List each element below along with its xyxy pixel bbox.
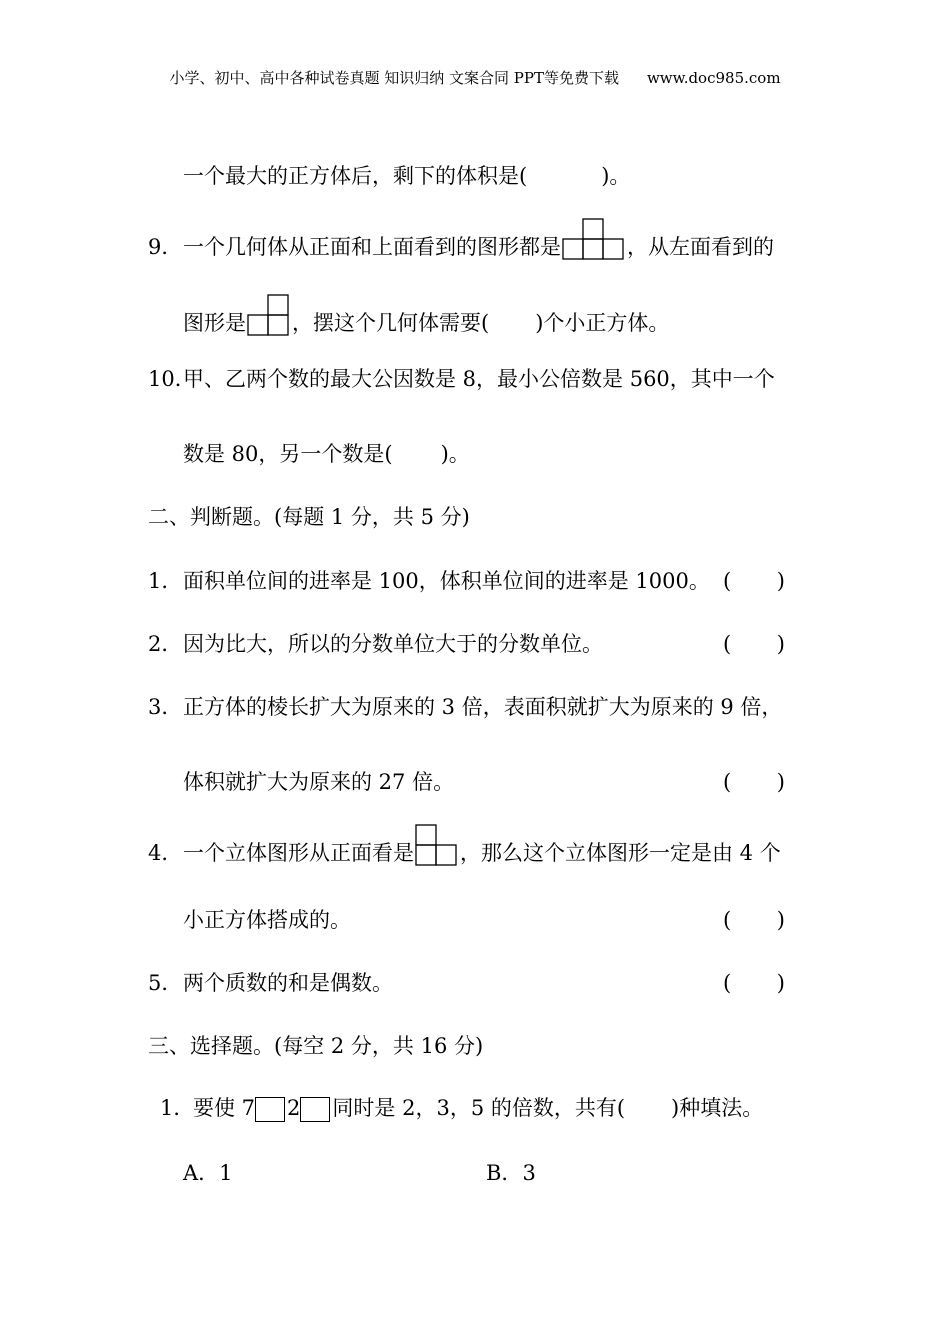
question-number: 10． bbox=[148, 367, 196, 391]
left-view-figure bbox=[247, 293, 291, 337]
q9-line1: 9． 一个几何体从正面和上面看到的图形都是 ，从左面看到的 bbox=[148, 233, 774, 261]
judge-item-5: 5． 两个质数的和是偶数。 bbox=[148, 971, 393, 995]
answer-paren[interactable]: ( ) bbox=[723, 770, 785, 794]
q9-line2: 图形是 ，摆这个几何体需要( )个小正方体。 bbox=[183, 309, 669, 337]
answer-paren[interactable]: ( ) bbox=[723, 632, 785, 656]
answer-paren[interactable]: ( ) bbox=[723, 908, 785, 932]
q10-line1: 10． 甲、乙两个数的最大公因数是 8，最小公倍数是 560，其中一个 bbox=[148, 367, 775, 391]
q8-continuation: 一个最大的正方体后，剩下的体积是( )。 bbox=[183, 164, 631, 188]
choice-q1: 1． 要使 7 2 同时是 2，3，5 的倍数，共有( )种填法。 bbox=[160, 1096, 764, 1120]
page-header bbox=[0, 68, 950, 88]
judge-item-3-cont: 体积就扩大为原来的 27 倍。 bbox=[183, 770, 455, 794]
section3-title: 三、选择题。(每空 2 分，共 16 分) bbox=[148, 1034, 484, 1058]
question-number: 9． bbox=[148, 235, 183, 259]
judge-item-4-cont: 小正方体搭成的。 bbox=[183, 908, 351, 932]
judge-item-2: 2． 因为比大，所以的分数单位大于的分数单位。 bbox=[148, 632, 603, 656]
option-b[interactable]: B． 3 bbox=[486, 1161, 536, 1185]
answer-paren[interactable]: ( ) bbox=[723, 569, 785, 593]
judge-item-4: 4． 一个立体图形从正面看是 ，那么这个立体图形一定是由 4 个 bbox=[148, 839, 781, 867]
judge-item-3: 3． 正方体的棱长扩大为原来的 3 倍，表面积就扩大为原来的 9 倍， bbox=[148, 695, 783, 719]
judge-item-1: 1． 面积单位间的进率是 100，体积单位间的进率是 1000。 bbox=[148, 569, 710, 593]
option-a[interactable]: A． 1 bbox=[183, 1161, 233, 1185]
header-left-text: 小学、初中、高中各种试卷真题 知识归纳 文案合同 PPT等免费下载 bbox=[169, 69, 619, 87]
header-url: www.doc985.com bbox=[646, 69, 781, 87]
section2-title: 二、判断题。(每题 1 分，共 5 分) bbox=[148, 505, 470, 529]
q10-line2: 数是 80，另一个数是( )。 bbox=[183, 442, 470, 466]
front-top-view-figure bbox=[562, 217, 626, 261]
answer-paren[interactable]: ( ) bbox=[723, 971, 785, 995]
front-view-figure bbox=[415, 823, 459, 867]
digit-box[interactable] bbox=[300, 1097, 330, 1122]
digit-box[interactable] bbox=[255, 1097, 285, 1122]
